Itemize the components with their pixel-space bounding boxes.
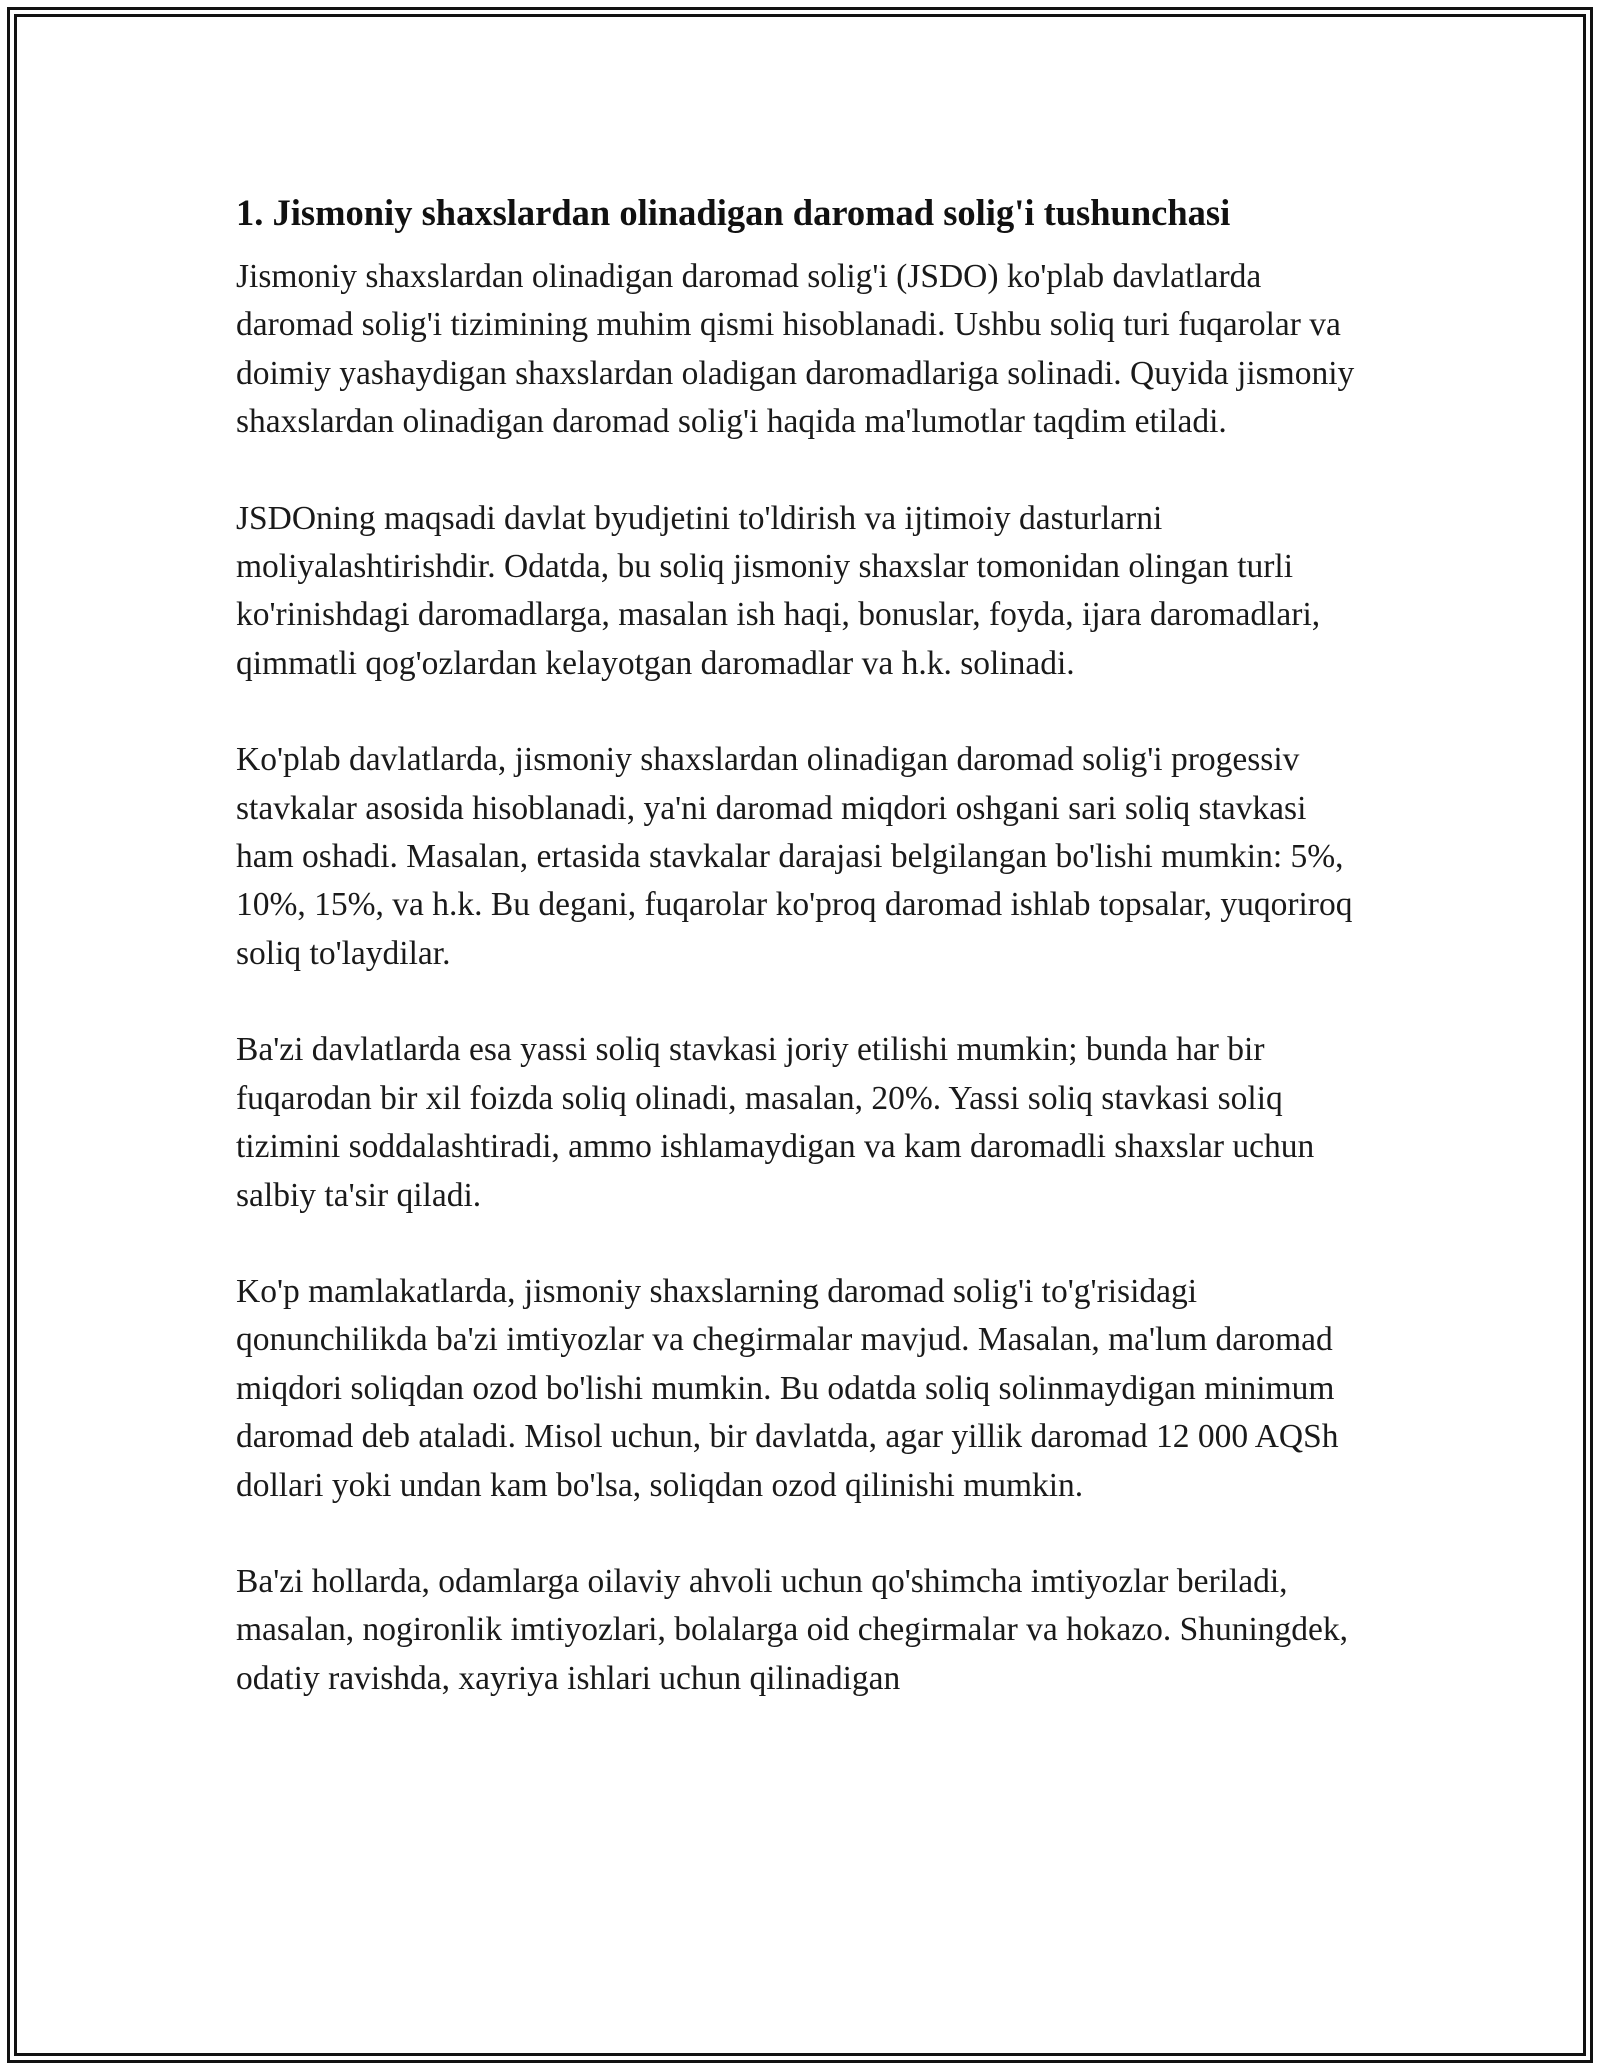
paragraph-purpose: JSDOning maqsadi davlat byudjetini to'ldirish va ijtimoiy dasturlarni moliyalashtirishdir. Odatda, bu soliq jismoniy shaxslar tomonidan olingan turli ko'rinishdagi daromadlarga, masalan ish haqi, bonuslar, foyda, ijara daromadlari, qimmatli qog'ozlardan kelayotgan daromadlar va h.k. solinadi.: [236, 499, 1321, 682]
document-body: [236, 186, 1366, 1751]
section-heading: 1. Jismoniy shaxslardan olinadigan daromad solig'i tushunchasi: [236, 192, 1231, 233]
paragraph-intro: Jismoniy shaxslardan olinadigan daromad solig'i (JSDO) ko'plab davlatlarda daromad solig'i tizimining muhim qismi hisoblanadi. Ushbu soliq turi fuqarolar va doimiy yashaydigan shaxslardan oladigan daromadlariga solinadi. Quyida jismoniy shaxslardan olinadigan daromad solig'i haqida ma'lumotlar taqdim etiladi.: [236, 258, 1355, 441]
paragraph-exemptions: Ko'p mamlakatlarda, jismoniy shaxslarning daromad solig'i to'g'risidagi qonunchilikda ba'zi imtiyozlar va chegirmalar mavjud. Masalan, ma'lum daromad miqdori soliqdan ozod bo'lishi mumkin. Bu odatda soliq solinmaydigan minimum daromad deb ataladi. Misol uchun, bir davlatda, agar yillik daromad 12 000 AQSh dollari yoki undan kam bo'lsa, soliqdan ozod qilinishi mumkin.: [236, 1272, 1339, 1504]
paragraph-flat-rate: Ba'zi davlatlarda esa yassi soliq stavkasi joriy etilishi mumkin; bunda har bir fuqarodan bir xil foizda soliq olinadi, masalan, 20%. Yassi soliq stavkasi soliq tizimini soddalashtiradi, ammo ishlamaydigan va kam daromadli shaxslar uchun salbiy ta'sir qiladi.: [236, 1031, 1315, 1214]
paragraph-family-benefits: Ba'zi hollarda, odamlarga oilaviy ahvoli uchun qo'shimcha imtiyozlar beriladi, masalan, nogironlik imtiyozlari, bolalarga oid chegirmalar va hokazo. Shuningdek, odatiy ravishda, xayriya ishlari uchun qilinadigan: [236, 1562, 1349, 1697]
paragraph-progressive-rates: Ko'plab davlatlarda, jismoniy shaxslardan olinadigan daromad solig'i progessiv stavkalar asosida hisoblanadi, ya'ni daromad miqdori oshgani sari soliq stavkasi ham oshadi. Masalan, ertasida stavkalar darajasi belgilangan bo'lishi mumkin: 5%, 10%, 15%, va h.k. Bu degani, fuqarolar ko'proq daromad ishlab topsalar, yuqoriroq soliq to'laydilar.: [236, 741, 1353, 972]
